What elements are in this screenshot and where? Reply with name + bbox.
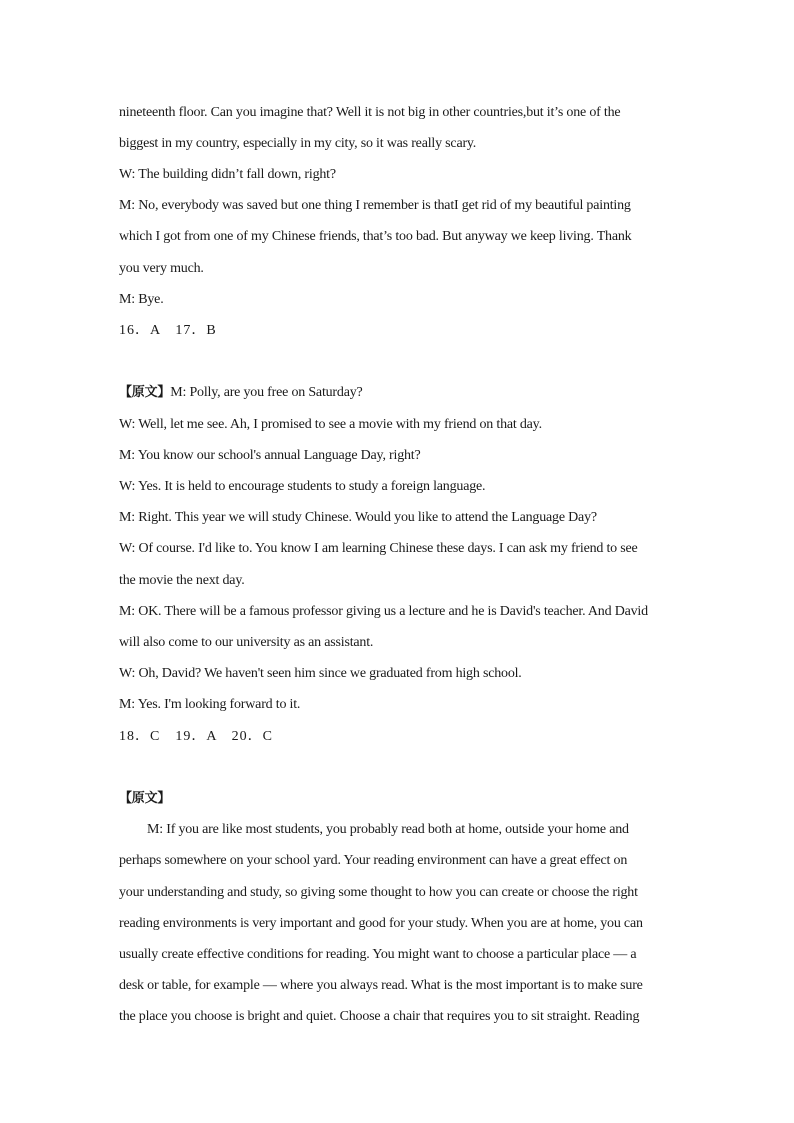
text-line: W: Oh, David? We haven't seen him since we graduated from high school. bbox=[119, 666, 522, 681]
text-line: reading environments is very important and good for your study. When you are at home, you can bbox=[119, 916, 643, 931]
text-line: the place you choose is bright and quiet. Choose a chair that requires you to sit straight. Reading bbox=[119, 1009, 640, 1024]
text-line: W: Well, let me see. Ah, I promised to see a movie with my friend on that day. bbox=[119, 417, 542, 432]
text-line: M: Yes. I'm looking forward to it. bbox=[119, 697, 301, 712]
text-line: M: OK. There will be a famous professor giving us a lecture and he is David's teacher. And David bbox=[119, 604, 648, 619]
text-line: nineteenth floor. Can you imagine that? Well it is not big in other countries,but it’s one of the bbox=[119, 105, 621, 120]
text-line: usually create effective conditions for reading. You might want to choose a particular place — a bbox=[119, 947, 637, 962]
text-line: M: No, everybody was saved but one thing I remember is thatI get rid of my beautiful painting bbox=[119, 198, 631, 213]
text-line: M: If you are like most students, you probably read both at home, outside your home and bbox=[147, 822, 629, 837]
text-line: M: You know our school's annual Language Day, right? bbox=[119, 448, 421, 463]
text-line: M: Right. This year we will study Chinese. Would you like to attend the Language Day? bbox=[119, 510, 597, 525]
text-line: which I got from one of my Chinese friends, that’s too bad. But anyway we keep living. Thank bbox=[119, 229, 632, 244]
original-text-label: 【原文】 bbox=[119, 385, 171, 400]
text-line: M: Bye. bbox=[119, 292, 164, 307]
text-line: you very much. bbox=[119, 261, 204, 276]
answer-key: 18．C 19．A 20．C bbox=[119, 729, 274, 744]
text-line: perhaps somewhere on your school yard. Your reading environment can have a great effect on bbox=[119, 853, 628, 868]
text-line: W: The building didn’t fall down, right? bbox=[119, 167, 336, 182]
section-header-line bbox=[119, 384, 679, 402]
answer-key: 16．A 17．B bbox=[119, 323, 217, 338]
text-line: W: Yes. It is held to encourage students to study a foreign language. bbox=[119, 479, 486, 494]
text-line: the movie the next day. bbox=[119, 573, 245, 588]
text-line: desk or table, for example — where you always read. What is the most important is to make sure bbox=[119, 978, 643, 993]
text-line: M: Polly, are you free on Saturday? bbox=[170, 385, 363, 400]
original-text-label: 【原文】 bbox=[119, 791, 171, 806]
text-line: W: Of course. I'd like to. You know I am learning Chinese these days. I can ask my friend to see bbox=[119, 541, 638, 556]
text-line: biggest in my country, especially in my city, so it was really scary. bbox=[119, 136, 477, 151]
text-line: your understanding and study, so giving some thought to how you can create or choose the right bbox=[119, 885, 638, 900]
text-line: will also come to our university as an assistant. bbox=[119, 635, 374, 650]
